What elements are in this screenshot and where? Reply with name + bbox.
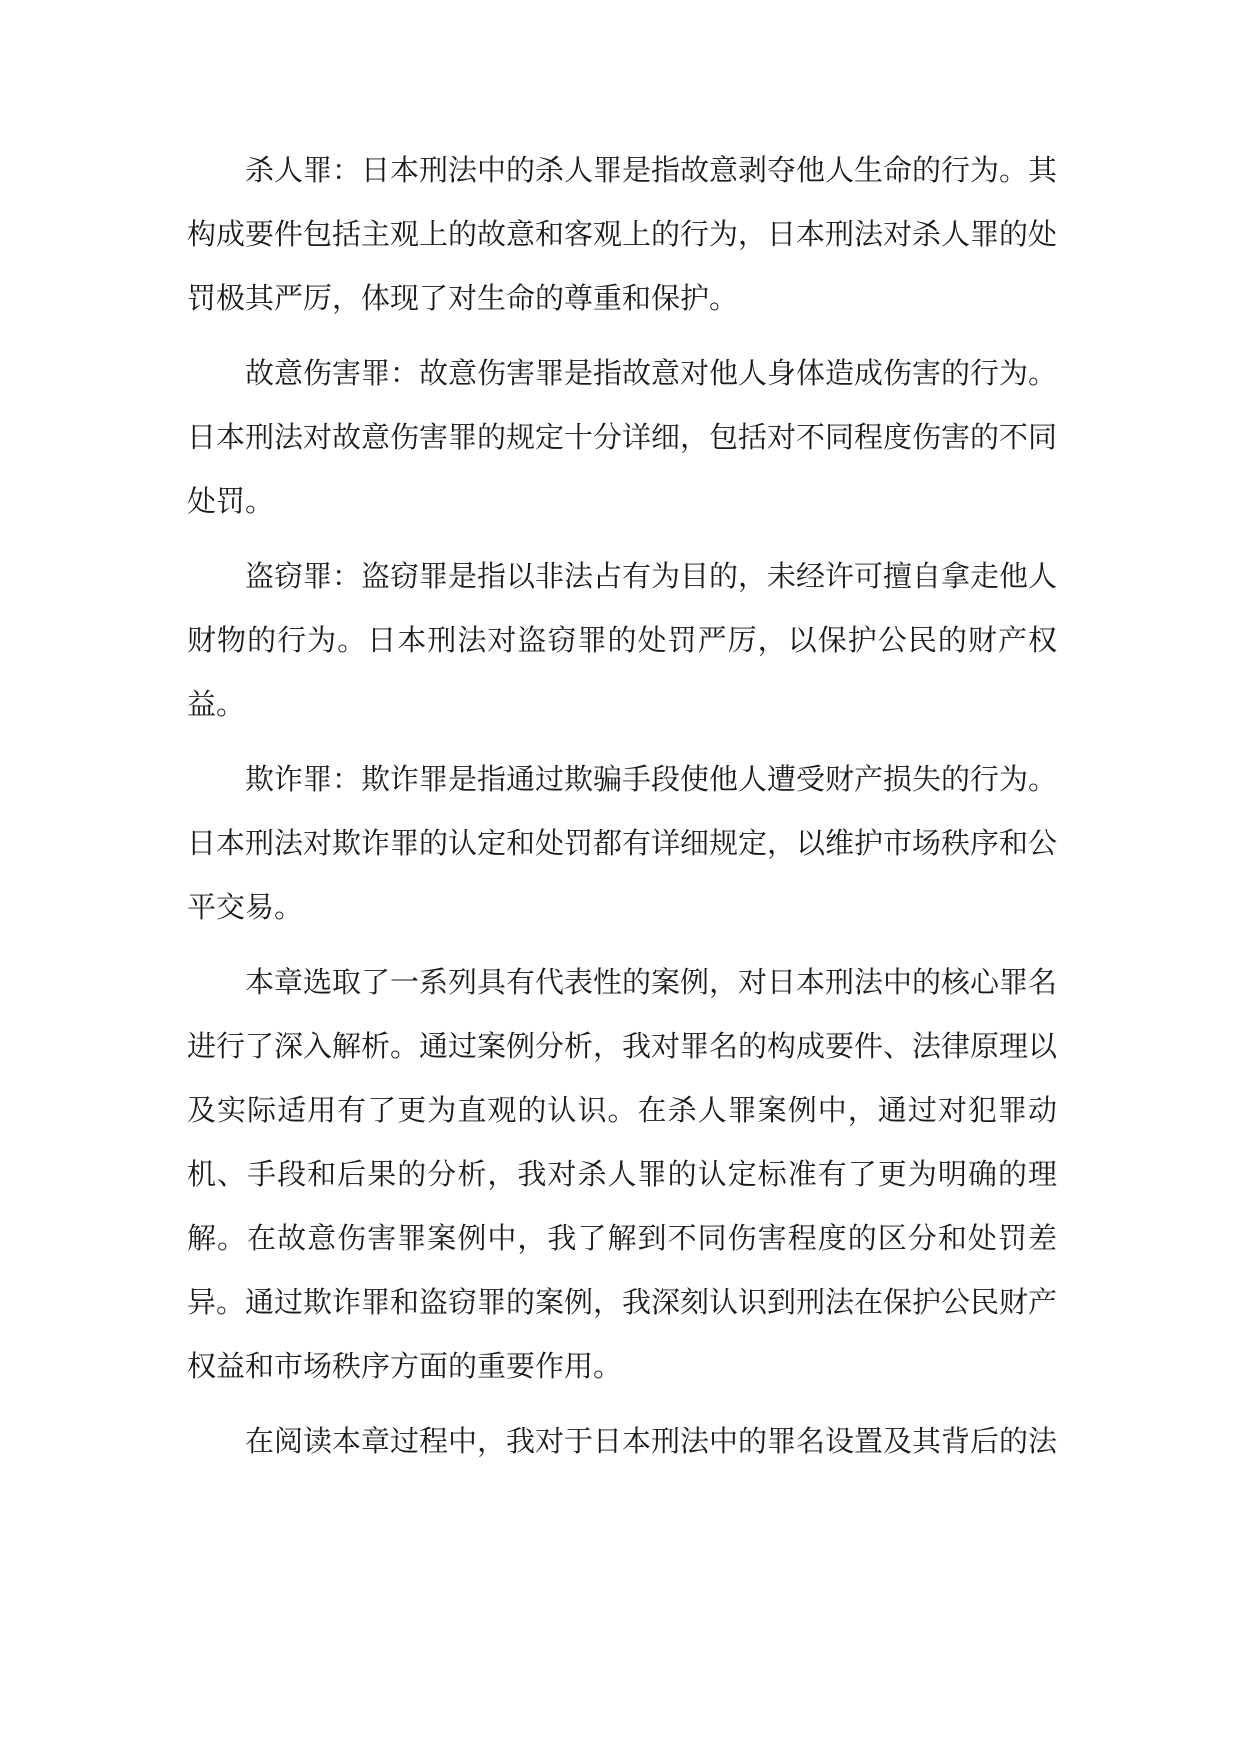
paragraph-murder: 杀人罪：日本刑法中的杀人罪是指故意剥夺他人生命的行为。其构成要件包括主观上的故意和客观上的行为，日本刑法对杀人罪的处罚极其严厉，体现了对生命的尊重和保护。 — [187, 153, 1058, 315]
paragraph-intentional-injury: 故意伤害罪：故意伤害罪是指故意对他人身体造成伤害的行为。日本刑法对故意伤害罪的规定十分详细，包括对不同程度伤害的不同处罚。 — [187, 356, 1058, 518]
paragraph-reflection: 在阅读本章过程中，我对于日本刑法中的罪名设置及其背后的法 — [245, 1424, 1058, 1458]
paragraph-theft: 盗窃罪：盗窃罪是指以非法占有为目的，未经许可擅自拿走他人财物的行为。日本刑法对盗窃罪的处罚严厉，以保护公民的财产权益。 — [187, 559, 1058, 721]
paragraph-fraud: 欺诈罪：欺诈罪是指通过欺骗手段使他人遭受财产损失的行为。日本刑法对欺诈罪的认定和处罚都有详细规定，以维护市场秩序和公平交易。 — [187, 762, 1058, 924]
document-body — [187, 138, 1057, 1484]
paragraph-case-analysis: 本章选取了一系列具有代表性的案例，对日本刑法中的核心罪名进行了深入解析。通过案例分析，我对罪名的构成要件、法律原理以及实际适用有了更为直观的认识。在杀人罪案例中，通过对犯罪动机、手段和后果的分析，我对杀人罪的认定标准有了更为明确的理解。在故意伤害罪案例中，我了解到不同伤害程度的区分和处罚差异。通过欺诈罪和盗窃罪的案例，我深刻认识到刑法在保护公民财产权益和市场秩序方面的重要作用。 — [187, 965, 1058, 1383]
